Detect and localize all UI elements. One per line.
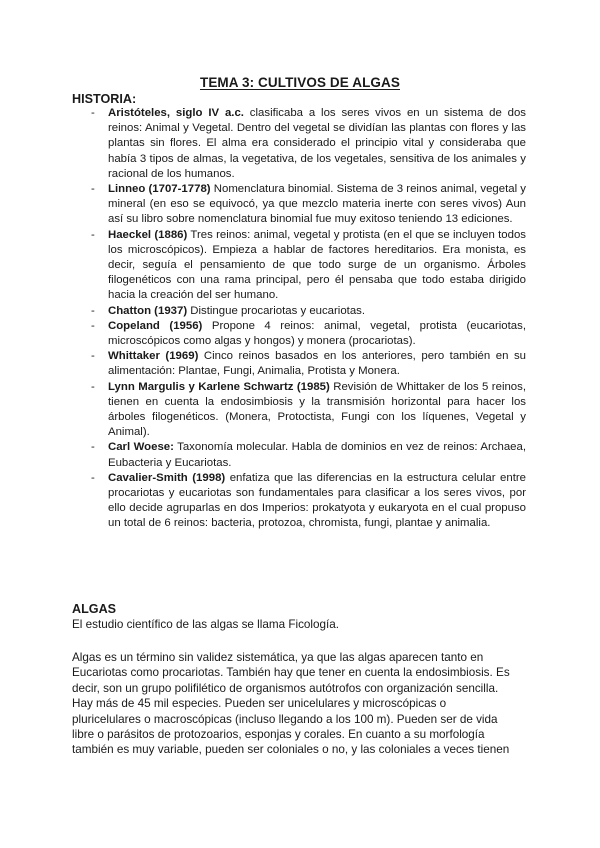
list-item: [0, 380, 526, 441]
item-text: Cinco reinos basados en los anteriores, pero también en su alimentación: Plantae, Fungi, Animalia, Protista y Monera.: [108, 350, 526, 378]
item-name: Copeland (1956): [108, 319, 203, 332]
list-item: [0, 304, 526, 319]
list-item: [0, 440, 526, 470]
item-text: Distingue procariotas y eucariotas.: [187, 304, 366, 317]
bullet-dash-icon: -: [91, 350, 95, 363]
item-text: Tres reinos: animal, vegetal y protista (en el que se incluyen todos los microscópicos). Empieza a hablar de factores hereditarios. Era monista, es decir, seguía el pensamiento de que todo surge de un organismo. Árboles filogenéticos con una rama principal, pero él pensaba que todo estaba dirigido hacia la creación del ser humano.: [108, 228, 526, 302]
item-name: Haeckel (1886): [108, 228, 188, 241]
historia-heading: HISTORIA:: [72, 92, 137, 106]
list-item: [0, 349, 526, 379]
body-line: pluricelulares o macroscópicas (incluso llegando a los 100 m). Pueden ser de vida: [72, 712, 498, 726]
page-title: TEMA 3: CULTIVOS DE ALGAS: [199, 75, 400, 90]
algas-intro: El estudio científico de las algas se llama Ficología.: [72, 618, 340, 631]
list-item: [0, 106, 526, 182]
item-text: Propone 4 reinos: animal, vegetal, protista (eucariotas, microscópicos como algas y hongos) y monera (procariotas).: [108, 319, 526, 348]
bullet-dash-icon: -: [91, 380, 95, 393]
bullet-dash-icon: -: [91, 183, 95, 196]
bullet-dash-icon: -: [91, 304, 95, 317]
list-item: [0, 471, 526, 532]
item-text: Taxonomía molecular. Habla de dominios en vez de reinos: Archaea, Eubacteria y Eucariotas.: [108, 441, 526, 469]
bullet-dash-icon: -: [91, 441, 95, 454]
list-item: [0, 319, 526, 349]
item-name: Aristóteles, siglo IV a.c.: [108, 107, 244, 119]
item-name: Chatton (1937): [108, 304, 188, 317]
body-line: Algas es un término sin validez sistemática, ya que las algas aparecen tanto en: [72, 651, 484, 664]
list-item: [0, 182, 526, 228]
item-name: Whittaker (1969): [108, 350, 199, 363]
item-name: Lynn Margulis y Karlene Schwartz (1985): [108, 380, 330, 393]
algas-body: [72, 650, 527, 758]
bullet-dash-icon: -: [91, 471, 95, 484]
item-text: enfatiza que las diferencias en la estructura celular entre procariotas y eucariotas son fundamentales para clasificar a los seres vivos, por ello decide agruparlas en dos Imperios: prokatyota y eukaryota en el cual propuso un total de 6 reinos: bacteria, protozoa, chromista, fungi, plantae y animalia.: [108, 471, 526, 530]
body-line: Hay más de 45 mil especies. Pueden ser unicelulares y microscópicas o: [72, 697, 447, 711]
bullet-dash-icon: -: [91, 228, 95, 241]
item-text: Nomenclatura binomial. Sistema de 3 reinos animal, vegetal y mineral (en eso se equivocó, ya que mezclo materia inerte con seres vivos) Aun así su libro sobre nomenclatura binomial fue muy exitoso teniendo 13 ediciones.: [108, 183, 526, 226]
item-text: Revisión de Whittaker de los 5 reinos, tienen en cuenta la endosimbiosis y la transmisión horizontal para hacer los árboles filogenéticos. (Monera, Protoctista, Fungi con los líquenes, Vegetal y Animal).: [108, 380, 526, 439]
algas-heading: ALGAS: [72, 602, 117, 616]
item-name: Cavalier-Smith (1998): [108, 471, 226, 484]
bullet-dash-icon: -: [91, 107, 95, 119]
bullet-dash-icon: -: [91, 319, 95, 332]
item-text: clasificaba a los seres vivos en un sistema de dos reinos: Animal y Vegetal. Dentro del vegetal se dividían las plantas con flores y las plantas sin flores. El alma era considerado el principio vital y consideraba que había 3 tipos de almas, la vegetativa, de los vegetales, sensitiva de los animales y racional de los humanos.: [108, 107, 527, 180]
body-line: Eucariotas como procariotas. También hay que tener en cuenta la endosimbiosis. Es: [72, 666, 510, 680]
historia-list: [0, 106, 600, 532]
item-name: Carl Woese:: [108, 441, 174, 454]
body-line: también es muy variable, pueden ser coloniales o no, y las coloniales a veces tienen: [72, 743, 510, 757]
list-item: [0, 228, 526, 304]
body-line: libre o parásitos de protozoarios, esponjas y corales. En cuanto a su morfología: [72, 728, 485, 742]
item-name: Linneo (1707-1778): [108, 183, 211, 196]
body-line: decir, son un grupo polifilético de organismos autótrofos con organización sencilla.: [72, 681, 499, 695]
